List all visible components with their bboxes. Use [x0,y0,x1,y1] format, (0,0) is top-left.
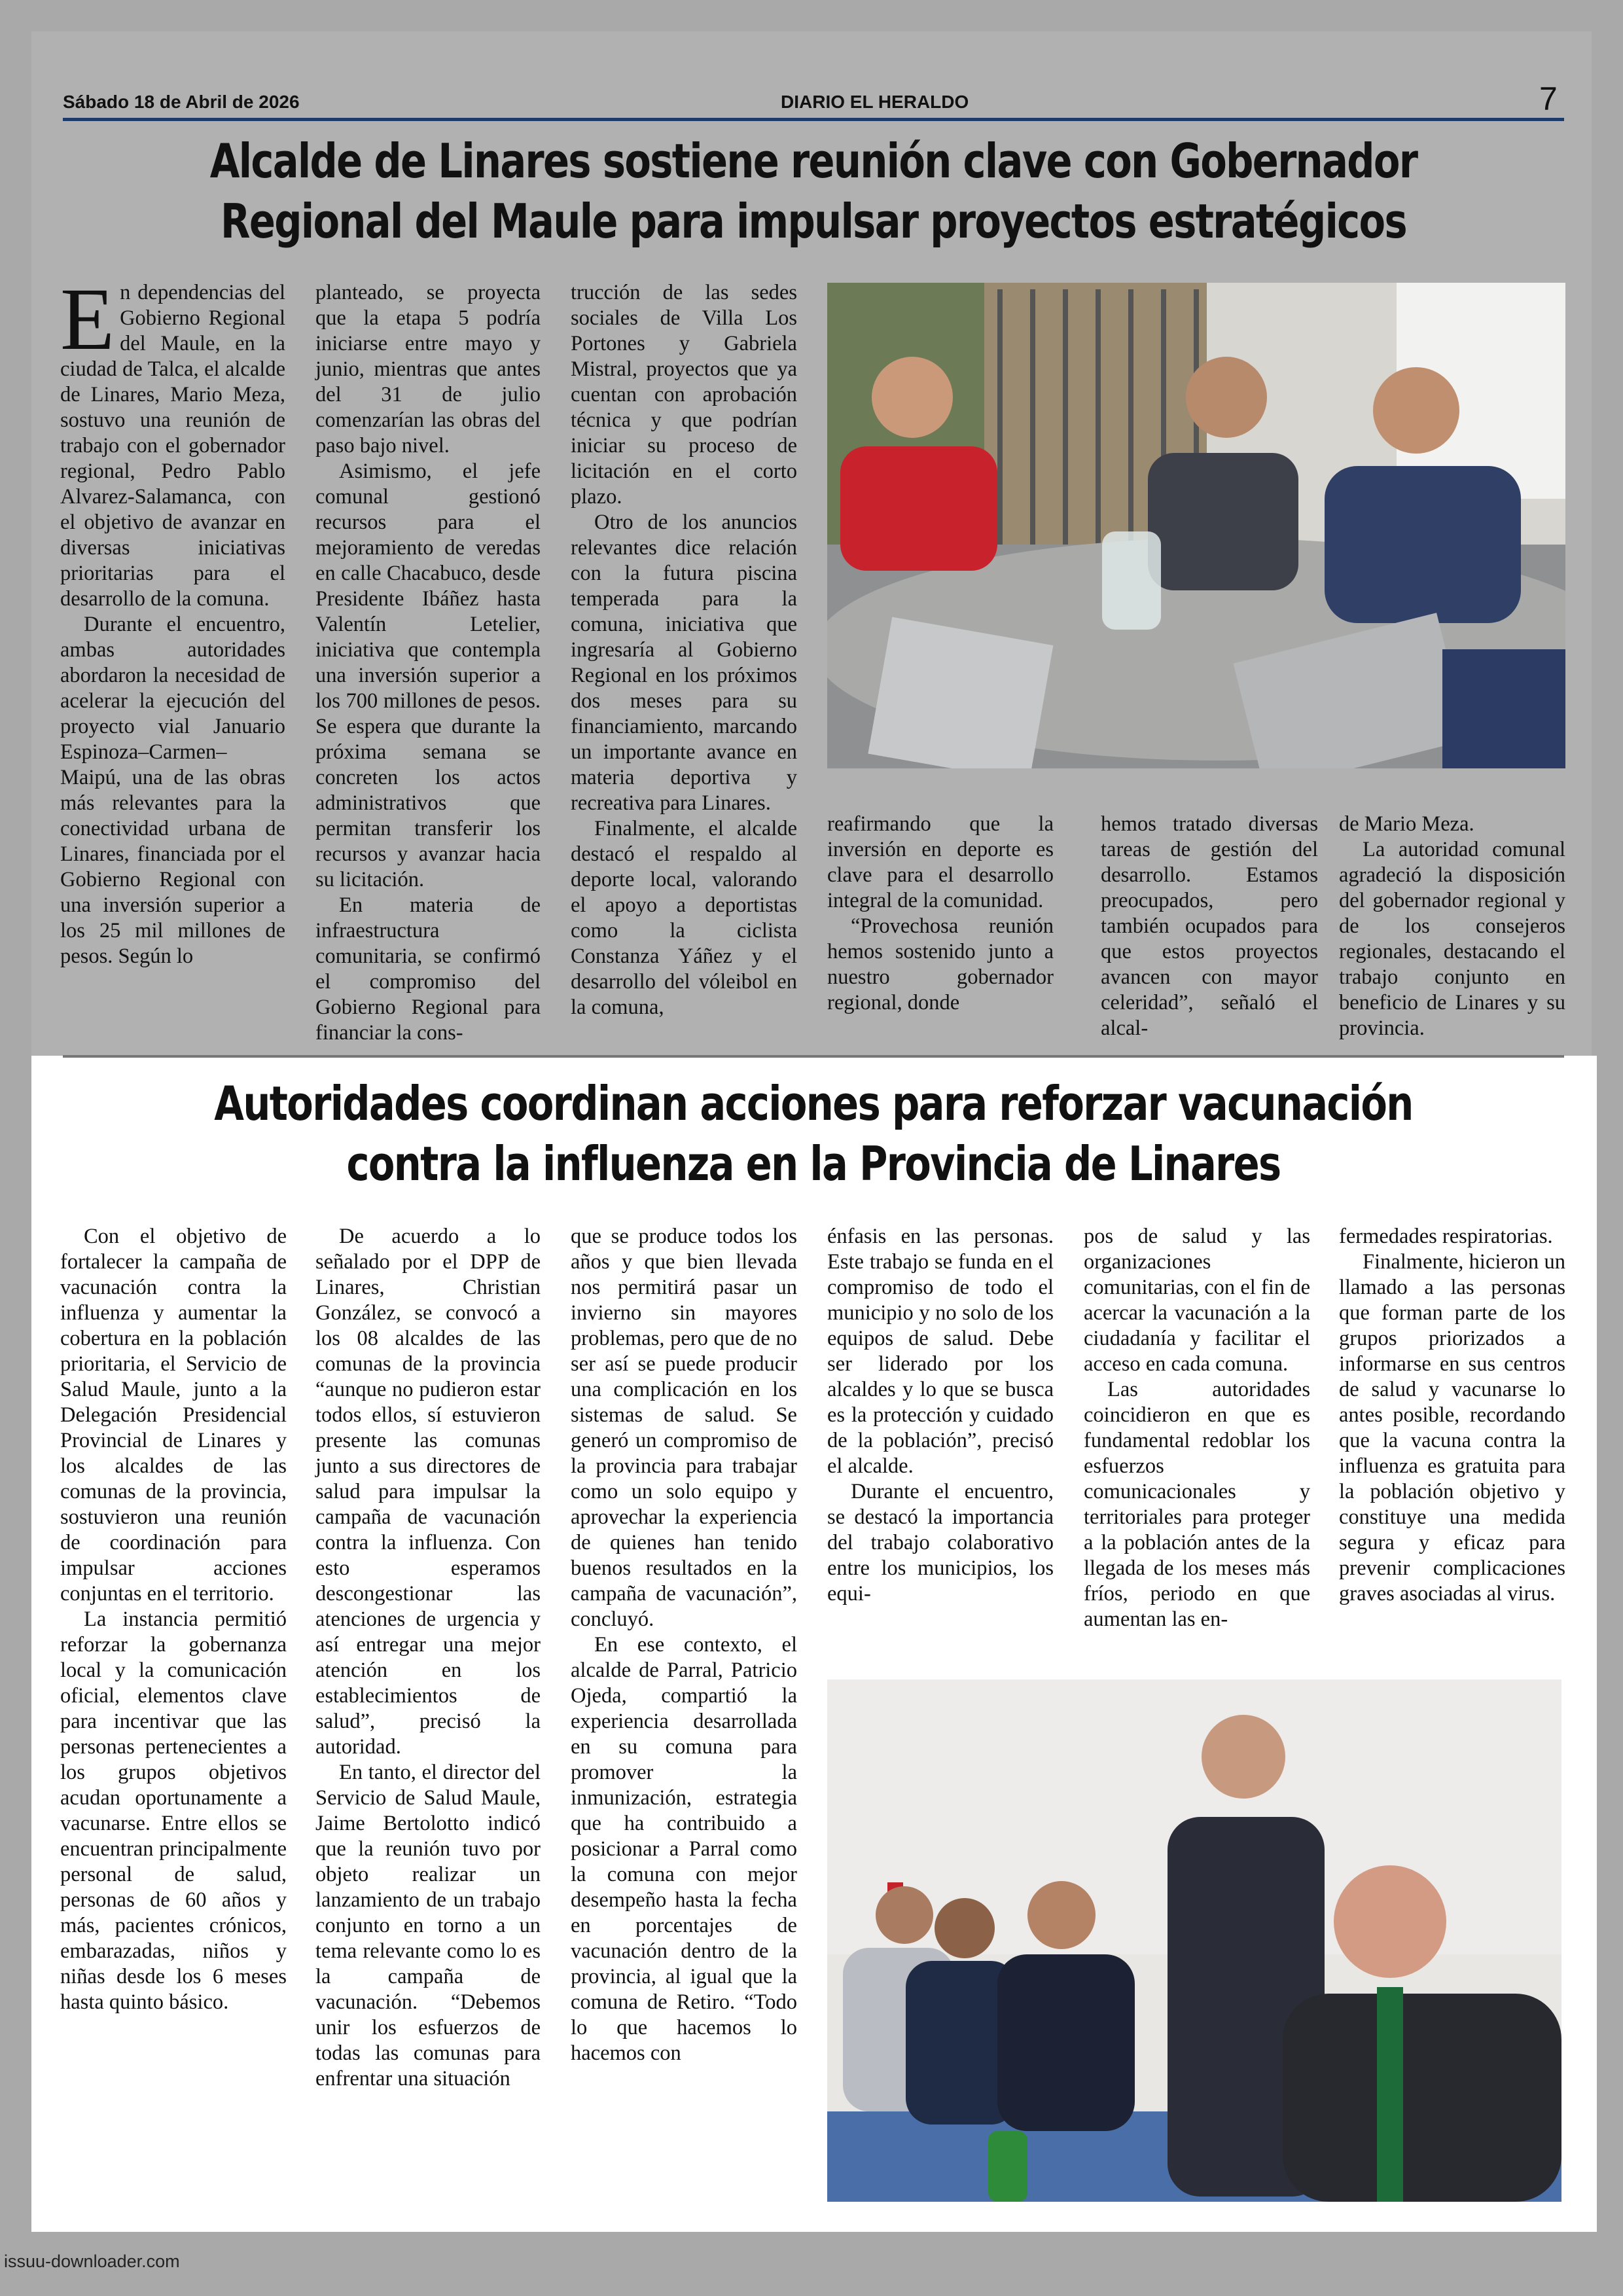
article1-column-4 [827,812,1054,1016]
header-rule [63,118,1564,121]
issue-date: Sábado 18 de Abril de 2026 [63,92,300,112]
article2-column-2 [315,1224,541,2092]
article-separator [63,1055,1564,1058]
drop-cap: E [60,270,115,368]
article2-column-6 [1339,1224,1565,1607]
article1-paragraph: hemos tratado diversas tareas de gestión del desarrollo. Estamos preocupados, pero también ocupados para que estos proyectos avancen con mayor celeridad”, señaló el alcal- [1101,812,1318,1040]
article1-headline-line1: Alcalde de Linares sostiene reunión clave con Gobernador [209,134,1418,188]
article2-paragraph: Las autoridades coincidieron en que es fundamental redoblar los esfuerzos comunicacionales y territoriales para proteger a la población antes de la llegada de los meses más fríos, periodo en que aumentan las en- [1084,1378,1310,1631]
article2-photo [827,1679,1561,2202]
article2-column-5 [1084,1224,1310,1632]
article1-paragraph: de Mario Meza. [1339,812,1474,836]
article1-photo [827,283,1565,768]
article2-paragraph: En tanto, el director del Servicio de Salud Maule, Jaime Bertolotto indicó que la reunión tuvo por objeto realizar un lanzamiento de un trabajo conjunto en torno a un tema relevante como lo es la campaña de vacunación. “Debemos unir los esfuerzos de todas las comunas para enfrentar una situación [315,1761,541,2090]
article1-paragraph: “Provechosa reunión hemos sostenido junto a nuestro gobernador regional, donde [827,914,1054,1014]
article1-paragraph: Asimismo, el jefe comunal gestionó recursos para el mejoramiento de veredas en calle Chacabuco, desde Presidente Ibáñez hasta Valentín Letelier, iniciativa que contempla una inversión superior a los 700 millones de pesos. Se espera que durante la próxima semana se concreten los actos administrativos que permitan transferir los recursos y avanzar hacia su licitación. [315,459,541,891]
article1-column-5 [1101,812,1318,1041]
article1-column-6 [1339,812,1565,1041]
article1-paragraph: planteado, se proyecta que la etapa 5 podría iniciarse entre mayo y junio, mientras que antes del 31 de julio comenzarían las obras del paso bajo nivel. [315,281,541,457]
article1-paragraph: reafirmando que la inversión en deporte es clave para el desarrollo integral de la comunidad. [827,812,1054,912]
article1-paragraph: Durante el encuentro, ambas autoridades abordaron la necesidad de acelerar la ejecución del proyecto vial Januario Espinoza–Carmen–Maipú, una de las obras más relevantes para la conectividad urbana de Linares, financiada por el Gobierno Regional con una inversión superior a los 25 mil millones de pesos. Según lo [60,613,285,968]
article2-paragraph: La instancia permitió reforzar la gobernanza local y la comunicación oficial, elementos clave para incentivar que las personas pertenecientes a los grupos objetivos acudan oportunamente a vacunarse. Entre ellos se encuentran principalmente personal de salud, personas de 60 años y más, pacientes crónicos, embarazadas, niños y niñas desde los 6 meses hasta quinto básico. [60,1607,287,2014]
article2-headline [198,1073,1429,1194]
article1-column-1 [60,270,285,969]
article1-column-3 [571,280,797,1020]
article1-headline-line2: Regional del Maule para impulsar proyectos estratégicos [221,194,1406,249]
article1-paragraph: En materia de infraestructura comunitaria, se confirmó el compromiso del Gobierno Regional para financiar la cons- [315,893,541,1045]
article2-paragraph: que se produce todos los años y que bien llevada nos permitirá pasar un invierno sin mayores problemas, pero que de no ser así se puede producir una complicación en los sistemas de salud. Se generó un compromiso de la provincia para trabajar como un solo equipo y aprovechar la experiencia de quienes han tenido buenos resultados en la campaña de vacunación”, concluyó. [571,1225,797,1631]
source-watermark: issuu-downloader.com [4,2251,180,2271]
article1-headline [198,131,1429,251]
article2-column-1 [60,1224,287,2015]
article2-headline-line2: contra la influenza en la Provincia de Linares [346,1136,1281,1191]
article2-headline-line1: Autoridades coordinan acciones para reforzar vacunación [214,1076,1413,1131]
article1-paragraph: Finalmente, el alcalde destacó el respaldo al deporte local, valorando el apoyo a deportistas como la ciclista Constanza Yáñez y el desarrollo del vóleibol en la comuna, [571,817,797,1019]
article2-paragraph: Con el objetivo de fortalecer la campaña de vacunación contra la influenza y aumentar la cobertura en la población prioritaria, el Servicio de Salud Maule, junto a la Delegación Presidencial Provincial de Linares y los alcaldes de las comunas de la provincia, sostuvieron una reunión de coordinación para impulsar acciones conjuntas en el territorio. [60,1225,287,1605]
article2-paragraph: Durante el encuentro, se destacó la importancia del trabajo colaborativo entre los municipios, los equi- [827,1480,1054,1605]
article2-paragraph: En ese contexto, el alcalde de Parral, Patricio Ojeda, compartió la experiencia desarrollada en su comuna para promover la inmunización, estrategia que ha contribuido a posicionar a Parral como la comuna con mejor desempeño hasta la fecha en porcentajes de vacunación dentro de la provincia, al igual que la comuna de Retiro. “Todo lo que hacemos lo hacemos con [571,1633,797,2065]
article2-paragraph: énfasis en las personas. Este trabajo se funda en el compromiso de todo el municipio y no solo de los equipos de salud. Debe ser liderado por los alcaldes y lo que se busca es la protección y cuidado de la población”, precisó el alcalde. [827,1225,1054,1478]
article2-paragraph: De acuerdo a lo señalado por el DPP de Linares, Christian González, se convocó a los 08 alcaldes de las comunas de la provincia “aunque no pudieron estar todos ellos, sí estuvieron presente las comunas junto a sus directores de salud para impulsar la campaña de vacunación contra la influenza. Con esto esperamos descongestionar las atenciones de urgencia y así entregar una mejor atención en los establecimientos de salud”, precisó la autoridad. [315,1225,541,1759]
article1-column-2 [315,280,541,1046]
article2-paragraph: fermedades respiratorias. [1339,1225,1553,1248]
article1-paragraph: En dependencias del Gobierno Regional del Maule, en la ciudad de Talca, el alcalde de Linares, Mario Meza, sostuvo una reunión de trabajo con el gobernador regional, Pedro Pablo Alvarez-Salamanca, con el objetivo de avanzar en diversas iniciativas prioritarias para el desarrollo de la comuna. [60,270,285,611]
article1-paragraph: Otro de los anuncios relevantes dice relación con la futura piscina temperada para la comuna, iniciativa que ingresaría al Gobierno Regional en los próximos dos meses para su financiamiento, marcando un importante avance en materia deportiva y recreativa para Linares. [571,511,797,815]
page-number: 7 [1539,81,1558,117]
meeting-photo-illustration [827,283,1565,768]
vaccination-meeting-photo-illustration [827,1679,1561,2202]
article2-paragraph: Finalmente, hicieron un llamado a las personas que forman parte de los grupos priorizados a informarse en sus centros de salud y vacunarse lo antes posible, recordando que la vacuna contra la influenza es gratuita para la población objetivo y constituye una medida segura y eficaz para prevenir complicaciones graves asociadas al virus. [1339,1250,1565,1605]
article1-paragraph: La autoridad comunal agradeció la disposición del gobernador regional y de los consejeros regionales, destacando el trabajo conjunto en beneficio de Linares y su provincia. [1339,838,1565,1040]
article1-paragraph: trucción de las sedes sociales de Villa Los Portones y Gabriela Mistral, proyectos que ya cuentan con aprobación técnica y que podrían iniciar su proceso de licitación en el corto plazo. [571,281,797,509]
article2-paragraph: pos de salud y las organizaciones comunitarias, con el fin de acercar la vacunación a la ciudadanía y facilitar el acceso en cada comuna. [1084,1225,1310,1376]
article2-column-4 [827,1224,1054,1607]
article2-column-3 [571,1224,797,2066]
newspaper-name: DIARIO EL HERALDO [781,92,969,112]
